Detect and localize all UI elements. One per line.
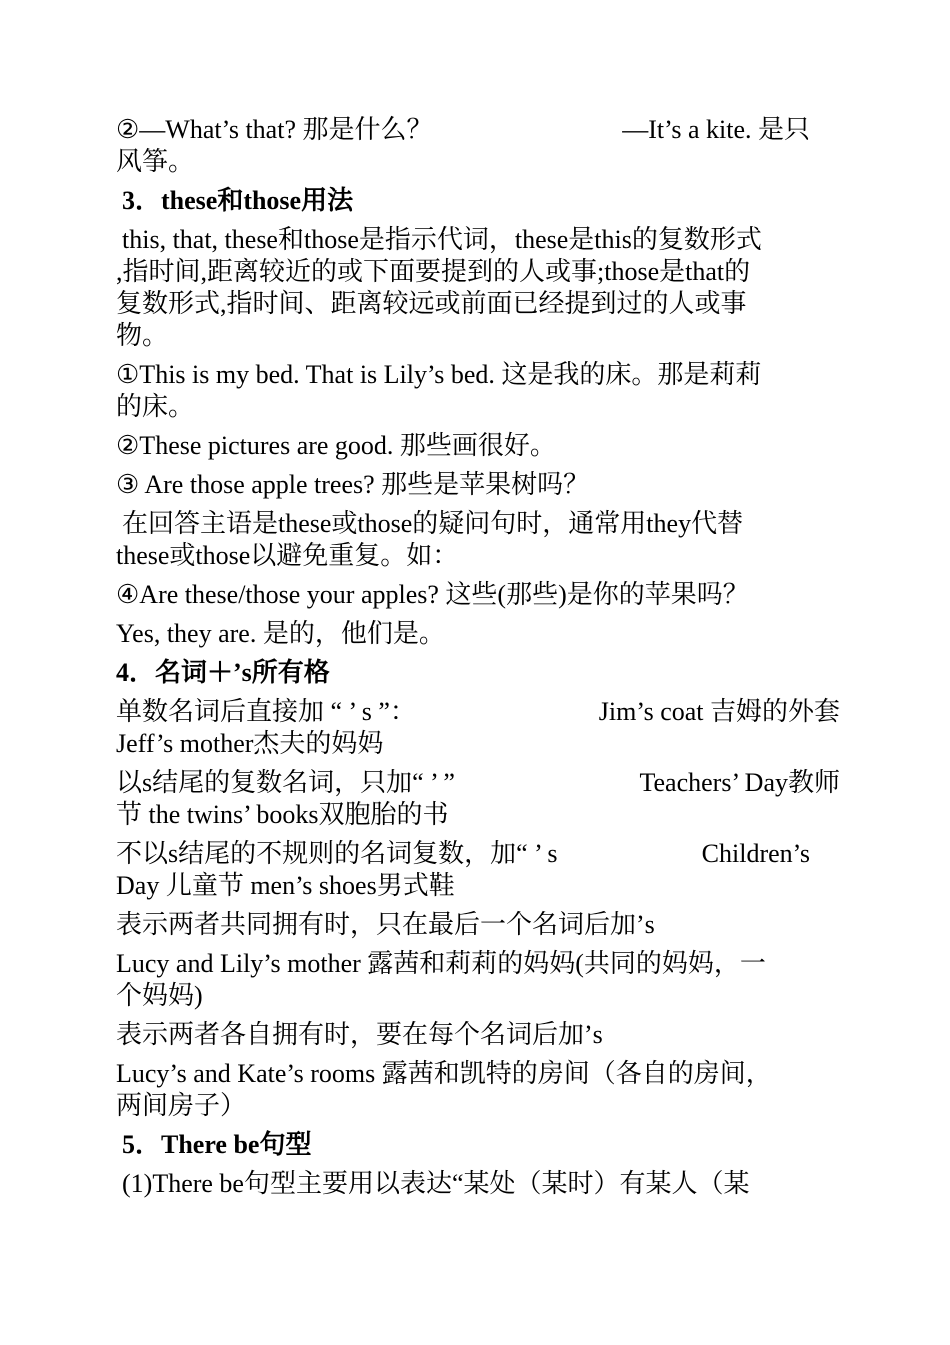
rule-4: 表示两者共同拥有时，只在最后一个名词后加’s [116,910,655,939]
rule-example: Day 儿童节 men’s shoes男式鞋 [116,871,455,900]
note-they [116,508,840,572]
paragraph-line: ,指时间,距离较近的或下面要提到的人或事;those是that的 [116,257,751,286]
rule-5-example [116,1058,840,1122]
document-page [116,114,840,1207]
paragraph-line: 物。 [116,321,169,350]
rule-2 [116,767,840,831]
note-line: these或those以避免重复。如： [116,541,459,570]
example-4: ④Are these/those your apples? 这些(那些)是你的苹果吗？ [116,580,749,609]
rule-example: Children’s [701,839,810,868]
rule-example: Jeff’s mother杰夫的妈妈 [116,729,384,758]
dialogue-answer: —It’s a kite. 是只 [622,115,810,144]
rule-text: 单数名词后直接加 “ ’ s ”： [116,697,416,726]
rule-4-example [116,948,840,1012]
rule-5: 表示两者各自拥有时，要在每个名词后加’s [116,1020,603,1049]
example-line: ①This is my bed. That is Lily’s bed. 这是我的床。那是莉莉 [116,360,762,389]
paragraph-line: 复数形式,指时间、距离较远或前面已经提到过的人或事 [116,289,747,318]
paragraph-these-those [116,224,840,352]
section-heading-3: 3．these和those用法 [122,186,354,215]
rule-3 [116,838,840,902]
dialogue-question: ②—What’s that? 那是什么？ [116,115,433,144]
paragraph-line: this, that, these和those是指示代词，these是this的复数形式 [122,225,762,254]
rule-example: Teachers’ Day教师 [639,768,840,797]
example-line: Lucy’s and Kate’s rooms 露茜和凯特的房间（各自的房间， [116,1059,772,1088]
section-heading-4: 4．名词＋’s所有格 [116,658,330,687]
section-heading-5: 5．There be句型 [122,1130,312,1159]
example-line: 个妈妈) [116,981,203,1010]
paragraph-there-be: (1)There be句型主要用以表达“某处（某时）有某人（某 [122,1169,750,1198]
rule-1 [116,696,840,760]
rule-text: 以s结尾的复数名词，只加“ ’ ” [116,768,455,797]
example-line: 的床。 [116,392,195,421]
example-line: 两间房子） [116,1091,247,1120]
example-line: Lucy and Lily’s mother 露茜和莉莉的妈妈(共同的妈妈，一 [116,949,766,978]
example-2: ②These pictures are good. 那些画很好。 [116,431,556,460]
rule-example: Jim’s coat 吉姆的外套 [598,697,840,726]
note-line: 在回答主语是these或those的疑问句时，通常用they代替 [122,509,744,538]
example-1 [116,359,840,423]
example-4-answer: Yes, they are. 是的，他们是。 [116,619,445,648]
example-3: ③ Are those apple trees? 那些是苹果树吗？ [116,470,590,499]
rule-text: 不以s结尾的不规则的名词复数，加“ ’ s [116,839,558,868]
example-dialogue [116,114,840,178]
rule-example: 节 the twins’ books双胞胎的书 [116,800,449,829]
dialogue-answer-cont: 风筝。 [116,147,195,176]
